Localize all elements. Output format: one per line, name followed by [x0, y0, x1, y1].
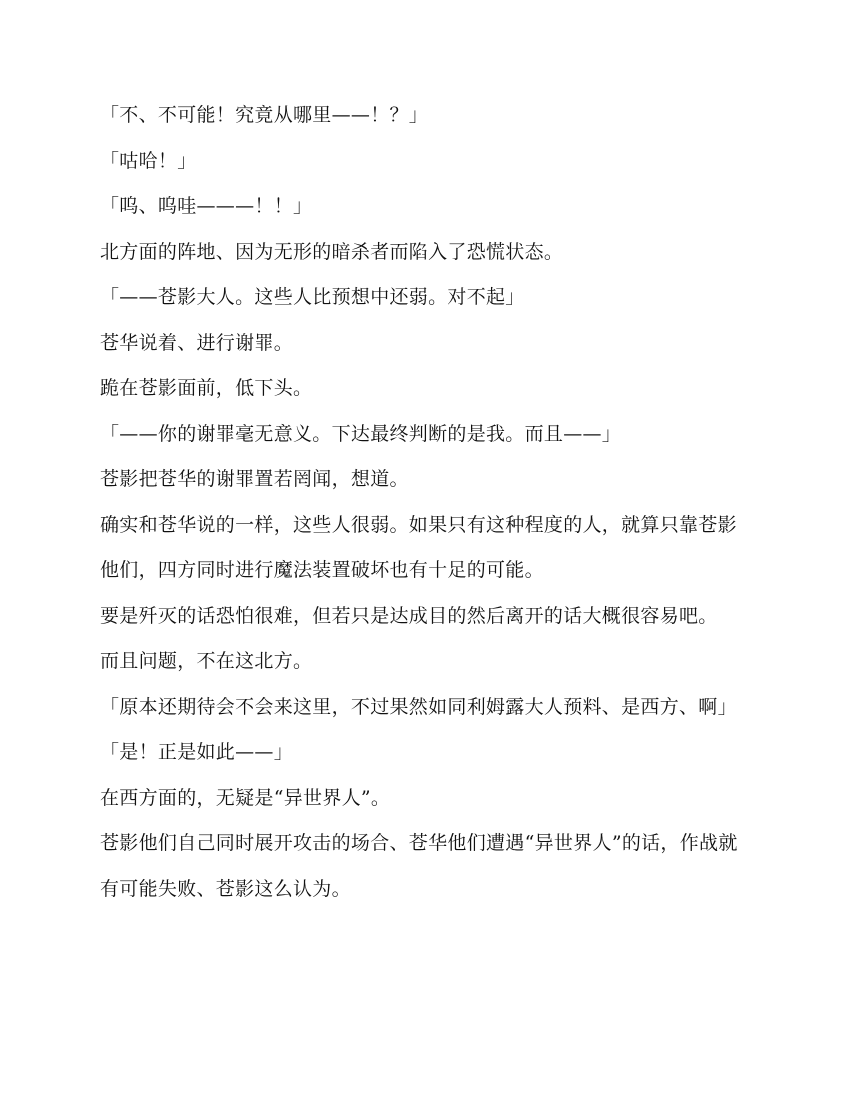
paragraph: 确实和苍华说的一样，这些人很弱。如果只有这种程度的人，就算只靠苍影他们，四方同时进行魔法装置破坏也有十足的可能。 [100, 513, 737, 581]
paragraph: 「是！正是如此——」 [100, 741, 294, 763]
paragraph: 「原本还期待会不会来这里，不过果然如同利姆露大人预料、是西方、啊」 [100, 695, 737, 718]
paragraph: 要是歼灭的话恐怕很难，但若只是达成目的然后离开的话大概很容易吧。 [100, 604, 718, 627]
paragraph: 苍影把苍华的谢罪置若罔闻，想道。 [100, 468, 409, 490]
paragraph: 「咕哈！」 [100, 149, 197, 172]
paragraph: 「——苍影大人。这些人比预想中还弱。对不起」 [100, 286, 525, 308]
paragraph: 苍华说着、进行谢罪。 [100, 331, 294, 354]
paragraph: 「不、不可能！究竟从哪里——！？」 [100, 104, 429, 126]
paragraph: 「——你的谢罪毫无意义。下达最终判断的是我。而且——」 [100, 422, 622, 445]
paragraph: 「呜、呜哇———！！」 [100, 195, 313, 217]
paragraph: 跪在苍影面前，低下头。 [100, 377, 313, 399]
paragraph: 苍影他们自己同时展开攻击的场合、苍华他们遭遇“异世界人”的话，作战就有可能失败、苍影这么认为。 [100, 832, 738, 900]
paragraph: 而且问题，不在这北方。 [100, 650, 313, 672]
body-text [100, 93, 740, 912]
paragraph: 在西方面的，无疑是“异世界人”。 [100, 786, 391, 809]
paragraph: 北方面的阵地、因为无形的暗杀者而陷入了恐慌状态。 [100, 240, 564, 263]
